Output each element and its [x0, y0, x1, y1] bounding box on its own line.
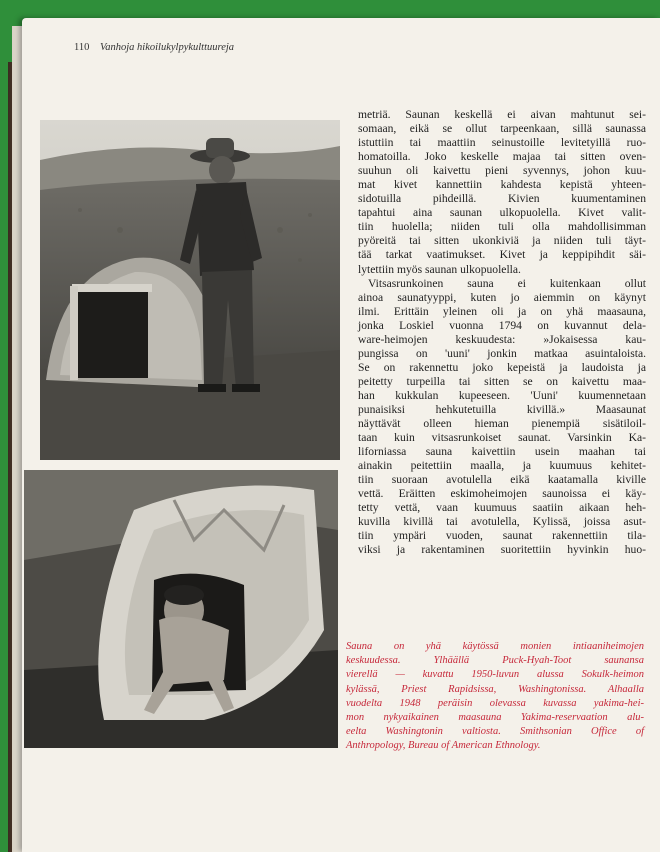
body-line: peitetty turpeilla tai sitten se on kaivettu maa- — [358, 374, 646, 388]
caption-line: vuodelta 1948 peräisin olevassa kuvassa yakima-hei- — [346, 697, 644, 709]
body-line: han kukkulan kupeeseen. 'Uuni' kuumennetaan — [358, 388, 646, 402]
photo-man-beside-sauna — [40, 120, 340, 460]
body-line: punaisiksi hehkutetuilla kivillä.» Maasaunat — [358, 402, 646, 416]
body-line: istuttiin tai maattiin seinustoille levitetyillä ruo- — [358, 136, 646, 150]
body-line: tää tarkat vaatimukset. Kivet ja keppipihdit säi- — [358, 248, 646, 262]
body-line: Se on rakennettu joko kepeistä ja laudoista ja — [358, 360, 646, 374]
body-line: metriä. Saunan keskellä ei aivan mahtunut sei- — [358, 108, 646, 121]
body-line: sidotuilla pihdeillä. Kivien kuumentaminen — [358, 192, 646, 206]
body-line: mat kivet kannettiin kahdesta kepistä yhteen- — [358, 178, 646, 192]
body-line: pyöreitä tai sitten ukonkiviä ja niiden tuli täyt- — [358, 234, 646, 248]
body-line: ainakin peitettiin maalla, ja kuumuus kehitet- — [358, 459, 646, 473]
body-text-column — [358, 108, 646, 558]
running-title: Vanhoja hikoilukylpykulttuureja — [100, 42, 235, 53]
body-line: jonka Loskiel vuonna 1794 on kuvannut dela- — [358, 318, 646, 332]
caption-line: keskuudessa. Ylhäällä Puck-Hyah-Toot saunansa — [346, 655, 644, 667]
caption-line: Anthropology, Bureau of American Ethnology. — [346, 740, 541, 752]
body-line: pungissa on 'uuni' jonkin matkaa asuintaloista. — [358, 346, 646, 360]
body-line: tiin ympäri vuoden, saunat rakennettiin tila- — [358, 529, 646, 543]
body-line: Vitsasrunkoinen sauna ei kuitenkaan ollut — [368, 276, 646, 290]
body-line: somaan, eikä se ollut tarpeenkaan, sillä saunassa — [358, 122, 646, 136]
body-line: tapahtui aina saunan ulkopuolella. Kivet valit- — [358, 206, 646, 220]
body-line: vettä. Eräitten eskimoheimojen saunoissa ei käy- — [358, 487, 646, 501]
body-line: viksi ja rakentaminen suoritettiin hyvinkin huo- — [358, 543, 646, 557]
body-line: ilmi. Erittäin yleinen oli ja on yhä maasauna, — [358, 304, 646, 318]
body-line: tetty vettä, vaan kuumuus saatiin aikaan heh- — [358, 501, 646, 515]
caption-line: eelta Washingtonin valtiosta. Smithsonian Office of — [346, 726, 644, 738]
body-line: suuhun oli kaivettu pieni syvennys, johon kuu- — [358, 164, 646, 178]
photo-person-in-sauna-doorway — [24, 470, 338, 748]
body-line: homatoilla. Joko keskelle majaa tai sitten oven- — [358, 150, 646, 164]
caption-line: vierellä — kuvattu 1950-luvun alussa Sokulk-heimon — [346, 669, 644, 681]
page-number: 110 — [74, 42, 90, 53]
body-line: liforniassa sauna kaivettiin usein maahan tai — [358, 445, 646, 459]
caption-line: Sauna on yhä käytössä monien intiaaniheimojen — [346, 641, 644, 652]
body-line: tiin huolella; niiden tuli olla mahdollisimman — [358, 220, 646, 234]
body-line: ainoa saunatyyppi, kuten jo aiemmin on käynyt — [358, 290, 646, 304]
body-line: taan kuin vitsasrunkoiset saunat. Varsinkin Ka- — [358, 431, 646, 445]
caption-line: mon nykyaikainen maasauna Yakima-reservaation alu- — [346, 712, 644, 724]
body-line: lytettiin myös saunan ulkopuolella. — [358, 262, 521, 276]
page-header — [74, 42, 234, 53]
body-line: ware-heimojen keskuudesta: »Jokaisessa kau- — [358, 332, 646, 346]
photo-caption — [346, 640, 644, 754]
body-line: tiin suoraan avotulella eikä kaatamalla kiville — [358, 473, 646, 487]
page-stack-edge — [12, 26, 22, 852]
body-line: kuvilla kivillä tai avotulella, Kylissä, joissa asut- — [358, 515, 646, 529]
caption-line: kylässä, Priest Rapidsissa, Washingtonissa. Alhaalla — [346, 683, 644, 695]
body-line: näyttävät olleen hieman pienempiä sisätiloil- — [358, 417, 646, 431]
